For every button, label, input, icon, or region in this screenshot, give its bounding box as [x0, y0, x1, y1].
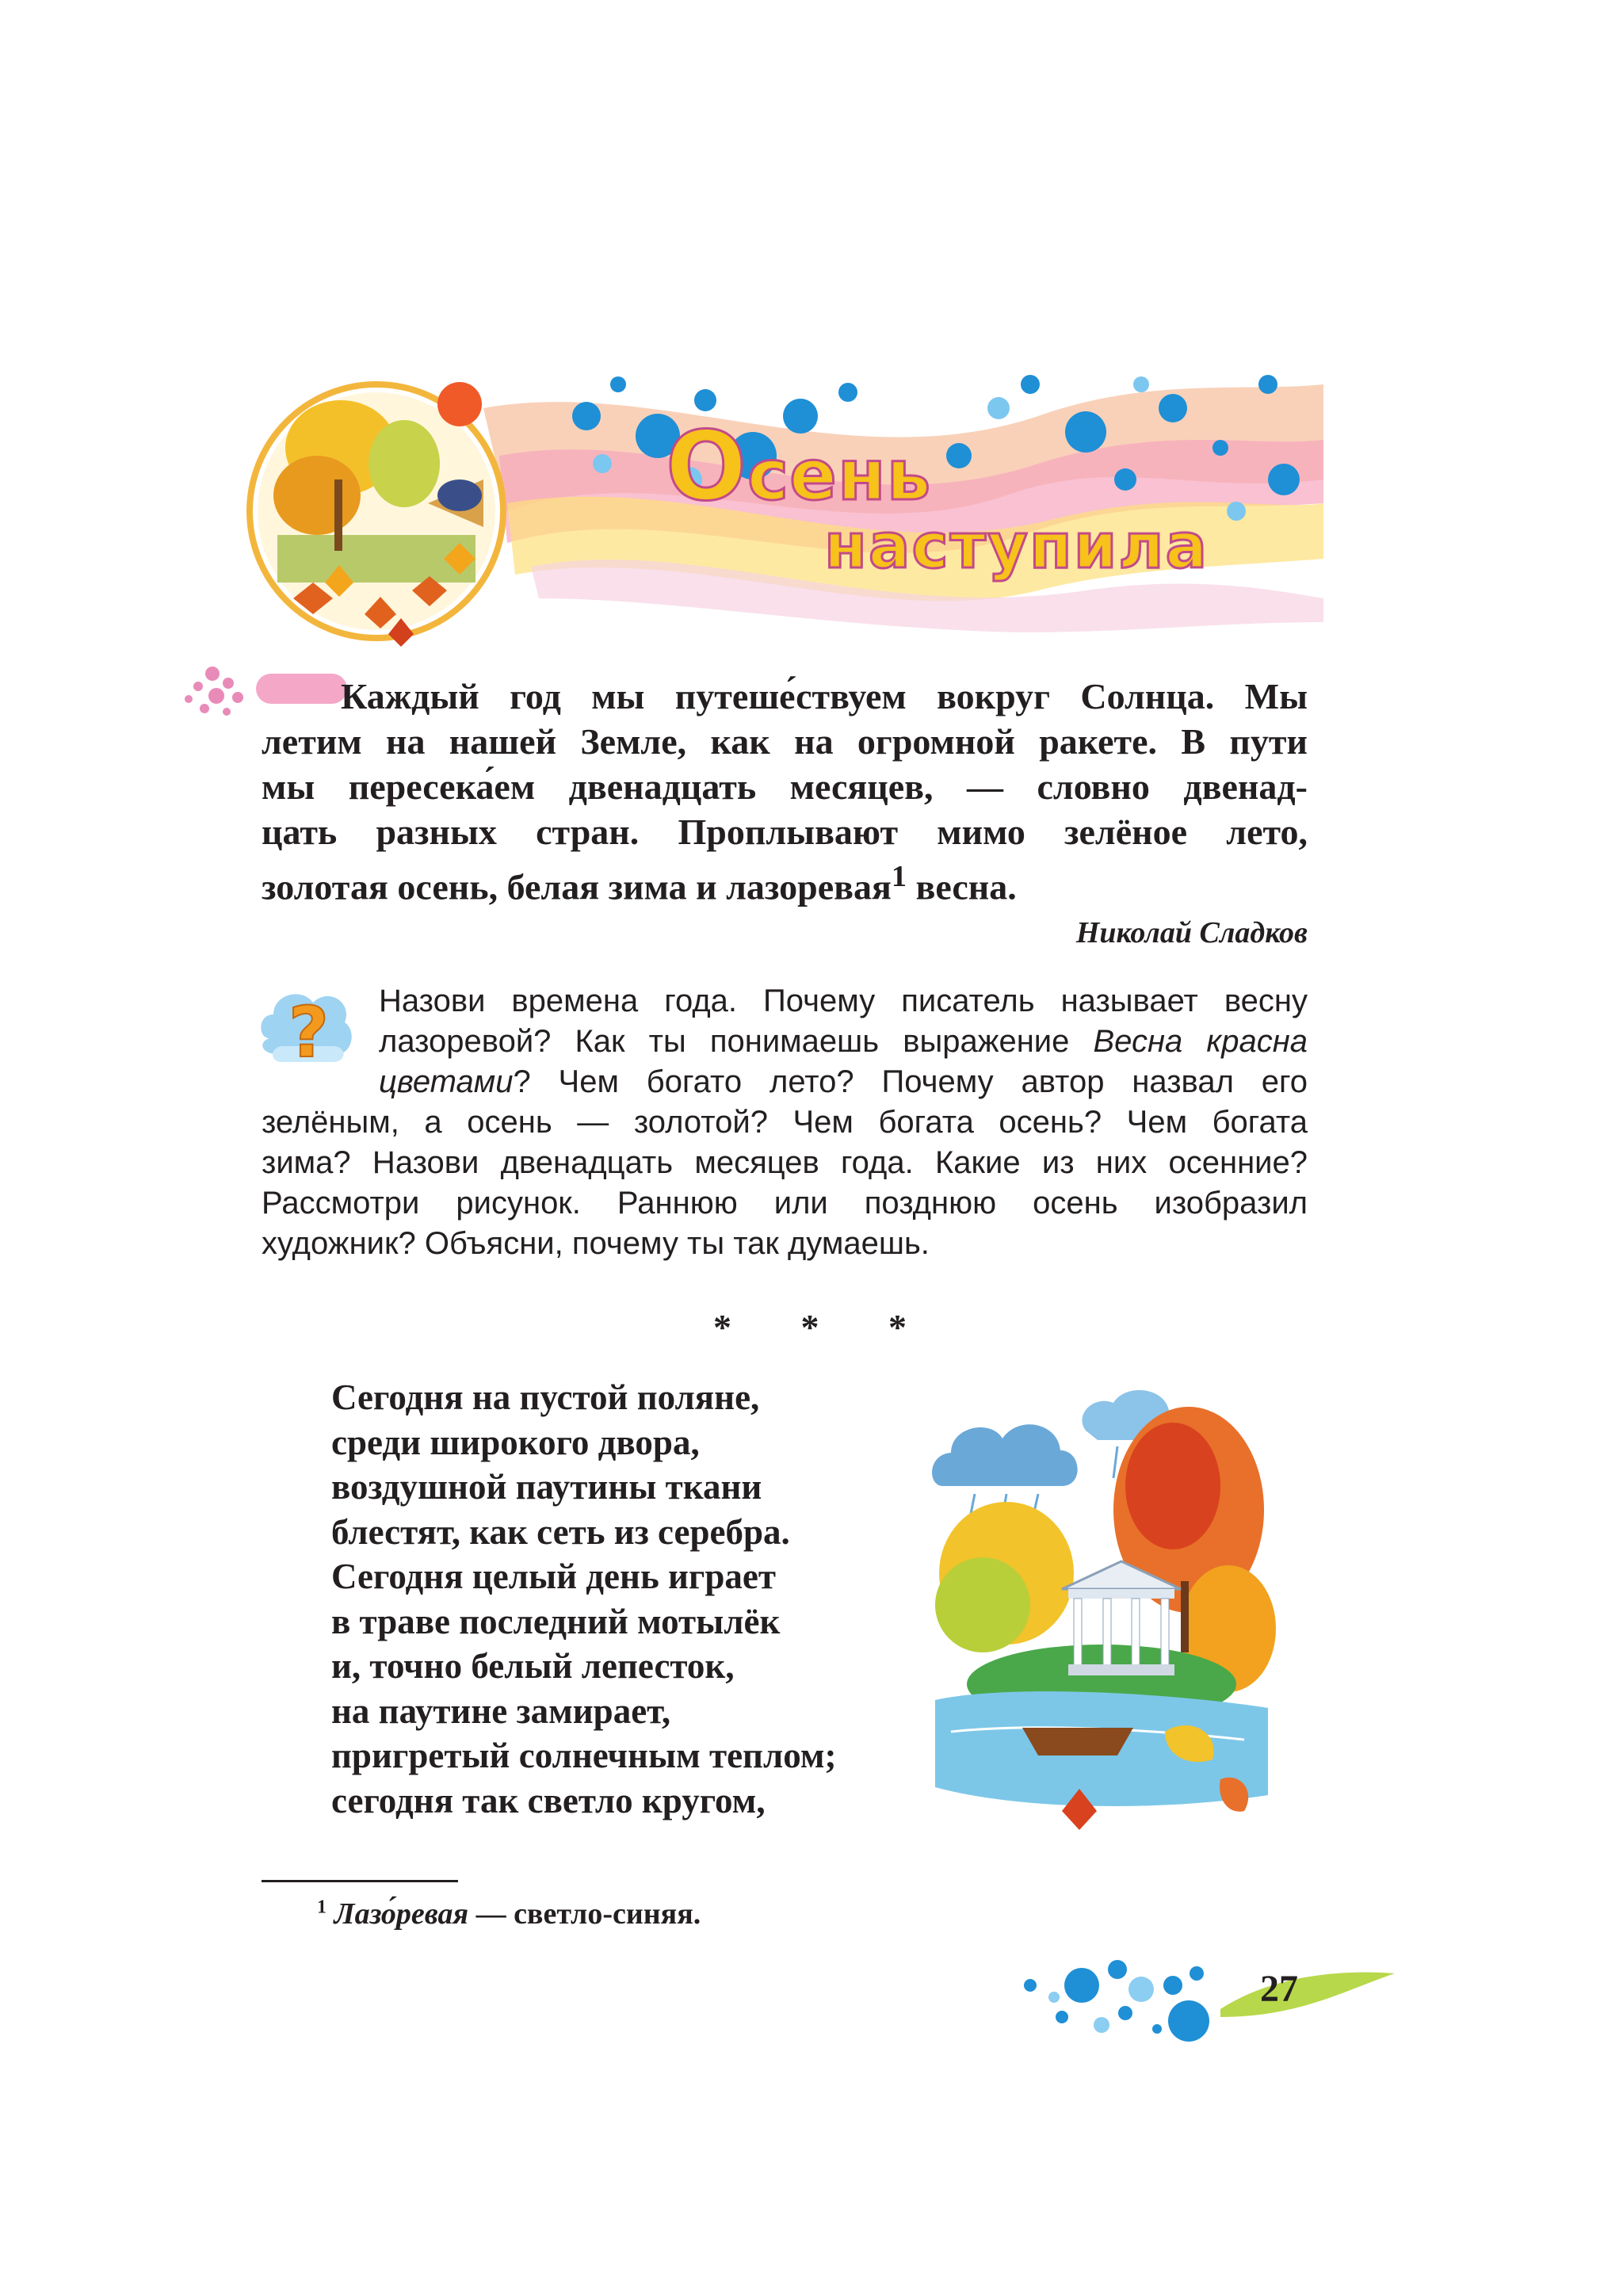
poem-line: в траве последний мотылёк	[331, 1601, 781, 1641]
intro-paragraph	[262, 674, 1308, 909]
poem-line: Сегодня на пустой поляне,	[331, 1377, 760, 1417]
question-line-2-text: лазоревой? Как ты понимаешь выражение	[379, 1024, 1070, 1059]
intro-line-2: летим на нашей Земле, как на огромной ракете. В пути	[262, 721, 1308, 762]
question-mark-icon	[254, 979, 357, 1082]
footnote-reference: 1	[891, 860, 907, 893]
poem-line: пригретый солнечным теплом;	[331, 1736, 837, 1775]
idiom-part-2: цветами	[379, 1064, 514, 1099]
chapter-title-line1	[666, 412, 931, 522]
question-line-2	[379, 1022, 1308, 1062]
poem-line: среди широкого двора,	[331, 1422, 700, 1462]
chapter-title-rest: сень	[747, 434, 932, 516]
poem	[331, 1375, 837, 1823]
page-number: 27	[1260, 1968, 1298, 2010]
idiom-part-1: Весна красна	[1093, 1024, 1308, 1059]
chapter-title-line2: наступила	[824, 511, 1209, 583]
intro-line-5-text: золотая осень, белая зима и лазоревая	[262, 866, 892, 907]
poem-line: Сегодня целый день играет	[331, 1557, 776, 1596]
chapter-title-initial: О	[666, 412, 748, 522]
intro-line-4: цать разных стран. Проплывают мимо зелёное лето,	[262, 812, 1308, 852]
intro-line-5-end: весна.	[907, 866, 1017, 907]
question-text-top	[379, 981, 1308, 1102]
poem-line: блестят, как сеть из серебра.	[331, 1511, 790, 1552]
question-line-1: Назови времена года. Почему писатель называет весну	[379, 984, 1308, 1018]
question-line-6: Рассмотри рисунок. Раннюю или позднюю осень изобразил	[262, 1186, 1308, 1221]
question-line-3-text: ? Чем богато лето? Почему автор назвал его	[513, 1064, 1308, 1099]
footnote-definition: — светло-синяя.	[468, 1897, 701, 1931]
footnote	[317, 1897, 701, 1931]
footnote-rule	[262, 1880, 458, 1882]
poem-line: сегодня так светло кругом,	[331, 1780, 766, 1820]
intro-line-1: Каждый год мы путеше́ствуем вокруг Солнца. Мы	[341, 676, 1308, 716]
question-text-bottom	[262, 1102, 1308, 1264]
question-line-4: зелёным, а осень — золотой? Чем богата осень? Чем богата	[262, 1105, 1308, 1140]
question-line-3	[379, 1062, 1308, 1102]
intro-line-5	[262, 854, 1308, 909]
poem-line: на паутине замирает,	[331, 1690, 671, 1731]
autumn-park-illustration	[927, 1367, 1276, 1843]
footnote-number: 1	[317, 1897, 327, 1918]
question-line-5: зима? Назови двенадцать месяцев года. Какие из них осенние?	[262, 1145, 1308, 1180]
svg-text:?: ?	[288, 991, 330, 1073]
footnote-term: Лазо́ревая	[334, 1897, 469, 1931]
question-line-7: художник? Объясни, почему ты так думаешь.	[262, 1226, 930, 1261]
intro-line-3: мы пересека́ем двенадцать месяцев, — словно двенад-	[262, 766, 1308, 807]
page-number-decoration	[1014, 1942, 1395, 2045]
poem-line: и, точно белый лепесток,	[331, 1646, 735, 1686]
author-name: Николай Сладков	[1075, 916, 1308, 949]
poem-separator: * * *	[713, 1307, 937, 1347]
poem-line: воздушной паутины ткани	[331, 1467, 762, 1507]
